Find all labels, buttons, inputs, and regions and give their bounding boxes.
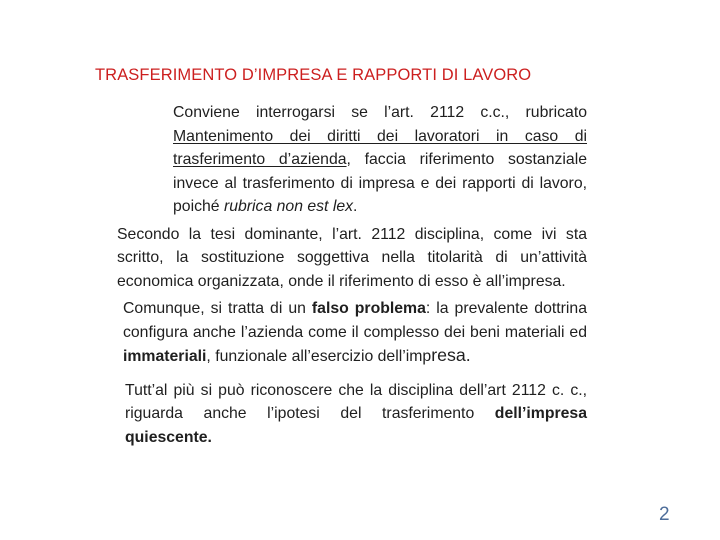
paragraph-1-text-b: , faccia riferimento sostanziale invece al trasferimento di impresa e dei rapporti di lavoro, poiché bbox=[173, 151, 587, 215]
paragraph-1-text-c: . bbox=[353, 198, 358, 215]
paragraph-1-latin-phrase: rubrica non est lex bbox=[223, 198, 354, 215]
slide-title: TRASFERIMENTO D’IMPRESA E RAPPORTI DI LAVORO bbox=[95, 66, 532, 84]
paragraph-2-text: Secondo la tesi dominante, l’art. 2112 disciplina, come ivi sta scritto, la sostituzione soggettiva nella titolarità di un’attività economica organizzata, onde il riferimento di esso è all’impresa. bbox=[117, 225, 587, 290]
page-number: 2 bbox=[659, 504, 670, 525]
paragraph-3-bold-phrase: falso problema bbox=[311, 300, 426, 317]
paragraph-3-text-c: , funzionale all’esercizio dell’imp bbox=[206, 348, 432, 365]
paragraph-1 bbox=[101, 101, 587, 219]
paragraph-4-bold-phrase: dell’impresa quiescente. bbox=[125, 405, 587, 446]
paragraph-1-text-a: Conviene interrogarsi se l’art. 2112 c.c., rubricato bbox=[173, 104, 587, 121]
paragraph-3 bbox=[101, 297, 587, 369]
paragraph-3-bold-immateriali: immateriali bbox=[123, 348, 207, 365]
paragraph-4-text: Tutt’al più si può riconoscere che la disciplina dell’art 2112 c. c., riguarda anche l’ipotesi del trasferimento bbox=[125, 381, 587, 422]
paragraph-3-text-a: Comunque, si tratta di un bbox=[123, 300, 312, 317]
paragraph-3-text-b: : la prevalente dottrina configura anche l’azienda come il complesso dei beni materiali ed bbox=[123, 300, 587, 341]
slide-body bbox=[101, 101, 587, 449]
paragraph-1-underlined-rubric: Mantenimento dei diritti dei lavoratori in caso di trasferimento d’azienda bbox=[173, 127, 587, 168]
paragraph-3-text-tail: resa. bbox=[431, 345, 471, 365]
paragraph-2 bbox=[101, 223, 587, 294]
paragraph-4 bbox=[101, 379, 587, 450]
